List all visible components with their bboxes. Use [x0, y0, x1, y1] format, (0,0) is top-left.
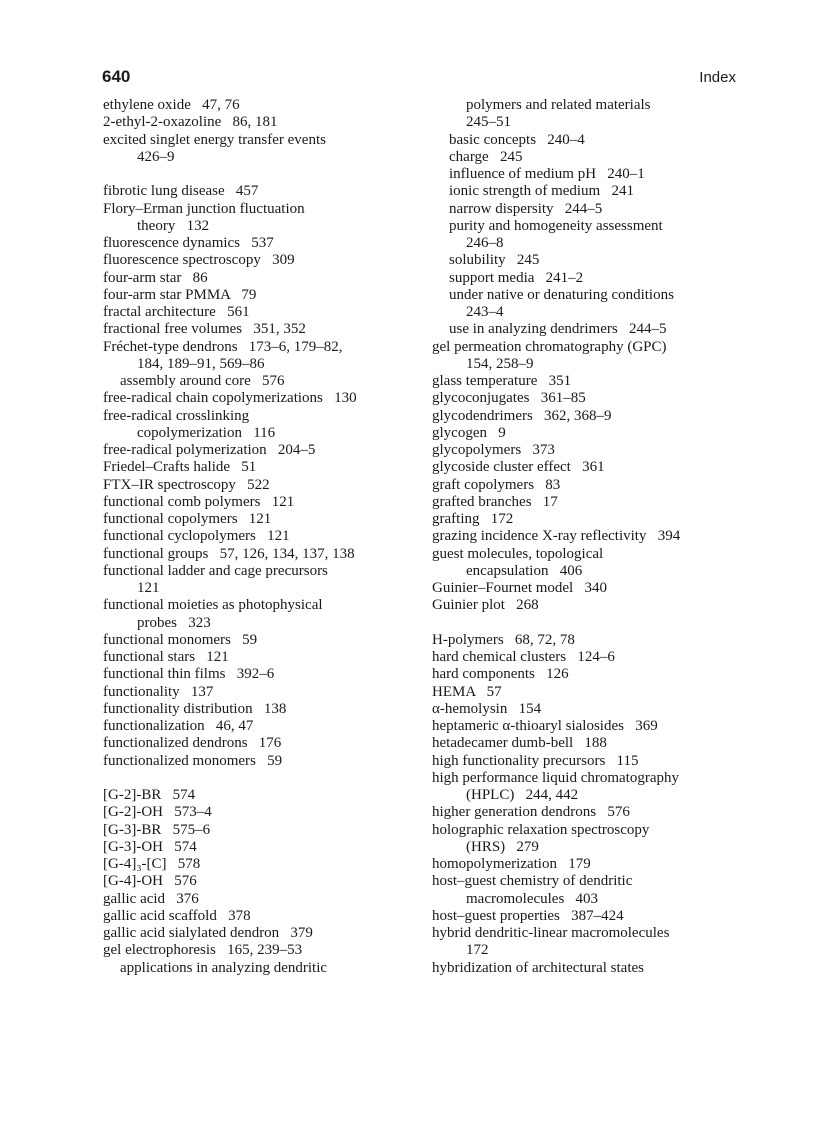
index-entry: Fréchet-type dendrons 173–6, 179–82,: [103, 338, 343, 355]
index-entry: gel electrophoresis 165, 239–53: [103, 942, 303, 959]
index-entry: fractional free volumes 351, 352: [103, 321, 306, 338]
index-subentry: narrow dispersity 244–5: [449, 200, 603, 217]
index-subentry: under native or denaturing conditions: [449, 286, 674, 303]
index-entry: graft copolymers 83: [432, 476, 561, 493]
index-entry: gallic acid 376: [103, 890, 199, 907]
index-entry: functional ladder and cage precursors: [103, 562, 328, 579]
index-continuation: probes 323: [137, 614, 211, 631]
index-entry: α-hemolysin 154: [432, 700, 542, 717]
index-entry: holographic relaxation spectroscopy: [432, 821, 650, 838]
index-spacer: [103, 770, 423, 787]
index-continuation: 154, 258–9: [466, 355, 534, 372]
index-entry: glycogen 9: [432, 424, 506, 441]
index-entry: functional moieties as photophysical: [103, 597, 323, 614]
index-entry: grazing incidence X-ray reflectivity 394: [432, 528, 681, 545]
index-subentry: use in analyzing dendrimers 244–5: [449, 321, 667, 338]
index-entry: gallic acid scaffold 378: [103, 907, 251, 924]
index-entry: homopolymerization 179: [432, 856, 591, 872]
index-entry: gallic acid sialylated dendron 379: [103, 925, 313, 941]
index-entry: functional cyclopolymers 121: [103, 528, 290, 545]
index-entry: fluorescence spectroscopy 309: [103, 252, 295, 269]
index-entry: functional copolymers 121: [103, 511, 272, 527]
index-entry: heptameric α-thioaryl sialosides 369: [432, 718, 658, 734]
index-entry: high functionality precursors 115: [432, 752, 639, 769]
index-entry: glycopolymers 373: [432, 442, 555, 458]
index-entry: functionalization 46, 47: [103, 718, 254, 734]
index-continuation: (HRS) 279: [466, 838, 539, 855]
index-continuation: encapsulation 406: [466, 562, 583, 579]
index-spacer: [432, 615, 752, 632]
index-continuation: 184, 189–91, 569–86: [137, 355, 265, 372]
index-entry: glass temperature 351: [432, 373, 572, 389]
index-subentry: basic concepts 240–4: [449, 131, 585, 148]
index-entry: functionality 137: [103, 683, 214, 700]
index-entry: host–guest chemistry of dendritic: [432, 873, 633, 890]
index-continuation: copolymerization 116: [137, 424, 276, 441]
index-entry: FTX–IR spectroscopy 522: [103, 476, 270, 493]
index-continuation: 245–51: [466, 114, 511, 131]
index-entry: gel permeation chromatography (GPC): [432, 338, 667, 355]
index-entry: free-radical crosslinking: [103, 407, 250, 424]
running-head: Index: [699, 69, 736, 86]
index-continuation: (HPLC) 244, 442: [466, 787, 579, 803]
index-column-left: [103, 97, 423, 977]
index-subentry: purity and homogeneity assessment: [449, 217, 663, 234]
index-entry: excited singlet energy transfer events: [103, 131, 326, 148]
index-entry: four-arm star PMMA 79: [103, 286, 257, 303]
index-continuation: polymers and related materials: [466, 97, 651, 113]
index-entry: [G-4]-OH 576: [103, 873, 197, 890]
index-continuation: 243–4: [466, 304, 504, 320]
index-entry: hybridization of architectural states: [432, 959, 644, 976]
index-entry: Flory–Erman junction fluctuation: [103, 200, 305, 217]
index-entry: glycoconjugates 361–85: [432, 390, 586, 407]
index-entry: functional groups 57, 126, 134, 137, 138: [103, 545, 355, 562]
index-entry: glycodendrimers 362, 368–9: [432, 407, 612, 424]
index-entry: fluorescence dynamics 537: [103, 235, 274, 251]
index-entry: [G-3]-BR 575–6: [103, 821, 211, 838]
index-entry: Guinier–Fournet model 340: [432, 580, 607, 596]
index-continuation: 121: [137, 580, 160, 596]
page-number: 640: [102, 67, 131, 86]
index-entry: grafted branches 17: [432, 493, 558, 510]
index-entry: functional monomers 59: [103, 631, 258, 648]
index-entry: high performance liquid chromatography: [432, 769, 680, 786]
index-entry: hard chemical clusters 124–6: [432, 649, 615, 665]
index-spacer: [103, 166, 423, 183]
index-entry: [G-4]₃-[C] 578: [103, 856, 201, 872]
index-entry: HEMA 57: [432, 683, 502, 700]
index-entry: [G-2]-OH 573–4: [103, 804, 212, 821]
index-entry: functional thin films 392–6: [103, 666, 275, 683]
index-continuation: 426–9: [137, 148, 175, 165]
index-subentry: assembly around core 576: [120, 373, 285, 389]
index-entry: hybrid dendritic-linear macromolecules: [432, 925, 670, 941]
index-entry: Guinier plot 268: [432, 597, 539, 614]
index-subentry: solubility 245: [449, 252, 540, 269]
index-entry: [G-3]-OH 574: [103, 838, 197, 855]
index-entry: free-radical chain copolymerizations 130: [103, 390, 357, 407]
index-entry: guest molecules, topological: [432, 545, 604, 562]
index-entry: 2-ethyl-2-oxazoline 86, 181: [103, 114, 278, 131]
index-continuation: 246–8: [466, 235, 504, 251]
index-entry: free-radical polymerization 204–5: [103, 442, 316, 458]
index-subentry: influence of medium pH 240–1: [449, 166, 645, 182]
index-entry: higher generation dendrons 576: [432, 804, 630, 821]
index-entry: H-polymers 68, 72, 78: [432, 631, 575, 648]
index-entry: functional stars 121: [103, 649, 229, 665]
index-entry: fractal architecture 561: [103, 304, 250, 320]
index-entry: hetadecamer dumb-bell 188: [432, 735, 607, 752]
index-entry: host–guest properties 387–424: [432, 907, 624, 924]
index-entry: fibrotic lung disease 457: [103, 183, 259, 200]
index-entry: Friedel–Crafts halide 51: [103, 459, 257, 476]
index-entry: glycoside cluster effect 361: [432, 459, 605, 476]
index-subentry: support media 241–2: [449, 269, 584, 286]
index-continuation: macromolecules 403: [466, 890, 599, 907]
index-entry: four-arm star 86: [103, 269, 208, 286]
index-entry: functionality distribution 138: [103, 700, 287, 717]
index-subentry: ionic strength of medium 241: [449, 183, 634, 200]
index-column-right: [432, 97, 752, 977]
index-entry: functionalized monomers 59: [103, 752, 283, 769]
index-entry: functional comb polymers 121: [103, 493, 295, 510]
index-entry: grafting 172: [432, 511, 514, 527]
index-continuation: theory 132: [137, 217, 210, 234]
index-entry: [G-2]-BR 574: [103, 787, 196, 803]
index-continuation: 172: [466, 942, 489, 959]
index-subentry: charge 245: [449, 148, 523, 165]
index-entry: ethylene oxide 47, 76: [103, 97, 240, 113]
index-entry: functionalized dendrons 176: [103, 735, 282, 752]
index-subentry: applications in analyzing dendritic: [120, 959, 328, 976]
index-entry: hard components 126: [432, 666, 569, 683]
